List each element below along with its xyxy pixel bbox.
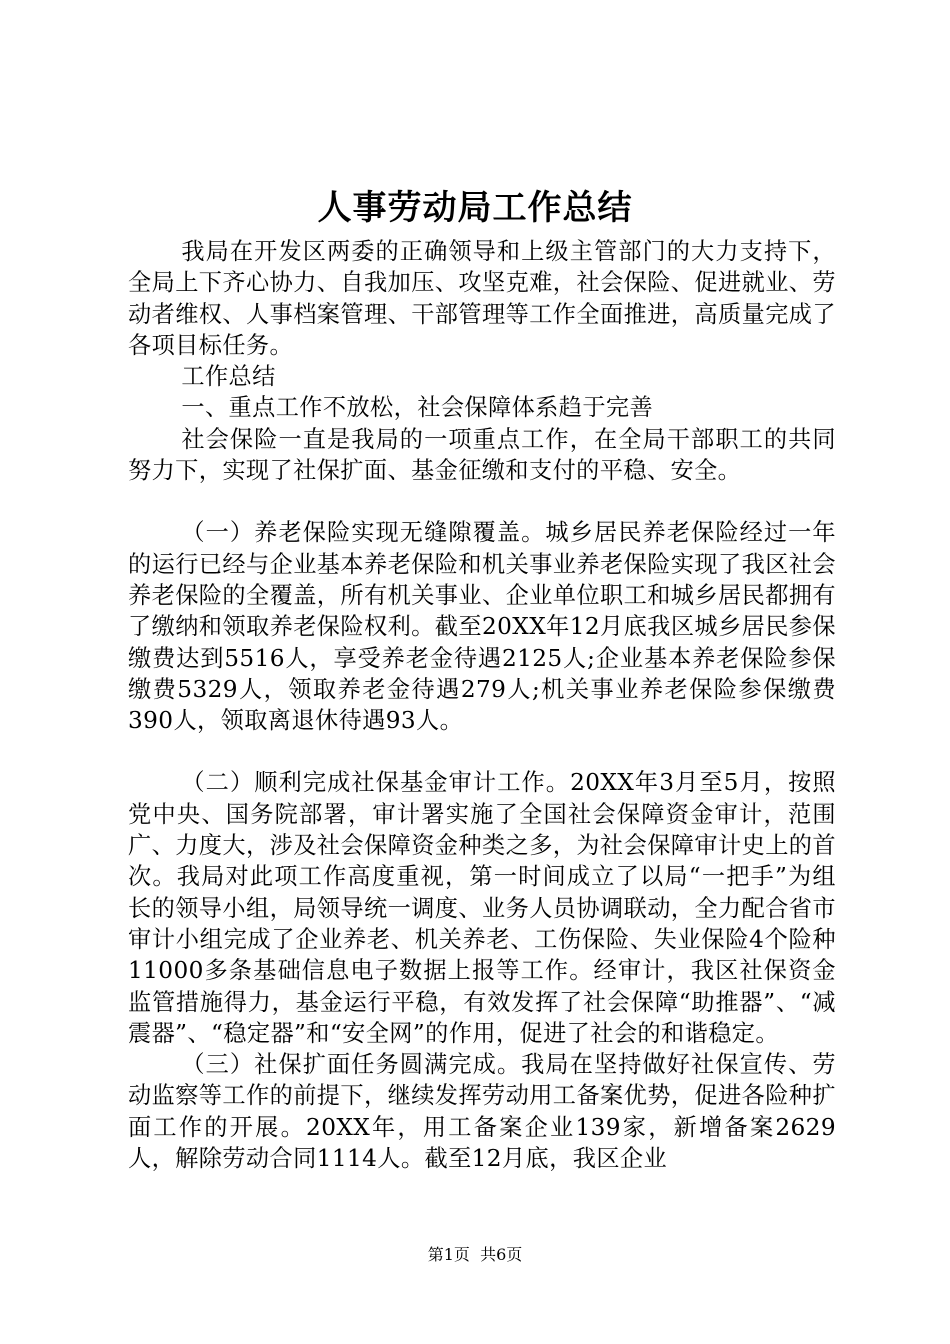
paragraph-heading-summary: 工作总结 [181, 363, 276, 391]
page-footer: 第1页 共6页 [427, 1245, 523, 1264]
paragraph-pension: （一）养老保险实现无缝隙覆盖。城乡居民养老保险经过一年的运行已经与企业基本养老保险和机关事业养老保险实现了我区社会养老保险的全覆盖，所有机关事业、企业单位职工和城乡居民都拥有了缴纳和领取养老保险权利。截至20XX年12月底我区城乡居民参保缴费达到5516人，享受养老金待遇2125人;企业基本养老保险参保缴费5329人，领取养老金待遇279人;机关事业养老保险参保缴费390人，领取离退休待遇93人。 [128, 519, 836, 735]
paragraph-section-heading: 一、重点工作不放松，社会保障体系趋于完善 [181, 394, 654, 422]
document-title: 人事劳动局工作总结 [317, 188, 633, 228]
document-body [128, 236, 836, 1174]
paragraph-audit: （二）顺利完成社保基金审计工作。20XX年3月至5月，按照党中央、国务院部署，审计署实施了全国社会保障资金审计，范围广、力度大，涉及社会保障资金种类之多，为社会保障审计史上的首次。我局对此项工作高度重视，第一时间成立了以局“一把手”为组长的领导小组，局领导统一调度、业务人员协调联动，全力配合省市审计小组完成了企业养老、机关养老、工伤保险、失业保险4个险种11000多条基础信息电子数据上报等工作。经审计，我区社保资金监管措施得力，基金运行平稳，有效发挥了社会保障“助推器”、“减震器”、“稳定器”和“安全网”的作用，促进了社会的和谐稳定。 [128, 769, 836, 1047]
paragraph-social-insurance: 社会保险一直是我局的一项重点工作，在全局干部职工的共同努力下，实现了社保扩面、基金征缴和支付的平稳、安全。 [128, 425, 836, 485]
paragraph-intro: 我局在开发区两委的正确领导和上级主管部门的大力支持下，全局上下齐心协力、自我加压、攻坚克难，社会保险、促进就业、劳动者维权、人事档案管理、干部管理等工作全面推进，高质量完成了各项目标任务。 [128, 238, 836, 359]
paragraph-expansion: （三）社保扩面任务圆满完成。我局在坚持做好社保宣传、劳动监察等工作的前提下，继续发挥劳动用工备案优势，促进各险种扩面工作的开展。20XX年，用工备案企业139家，新增备案2629人，解除劳动合同1114人。截至12月底，我区企业 [128, 1051, 836, 1173]
